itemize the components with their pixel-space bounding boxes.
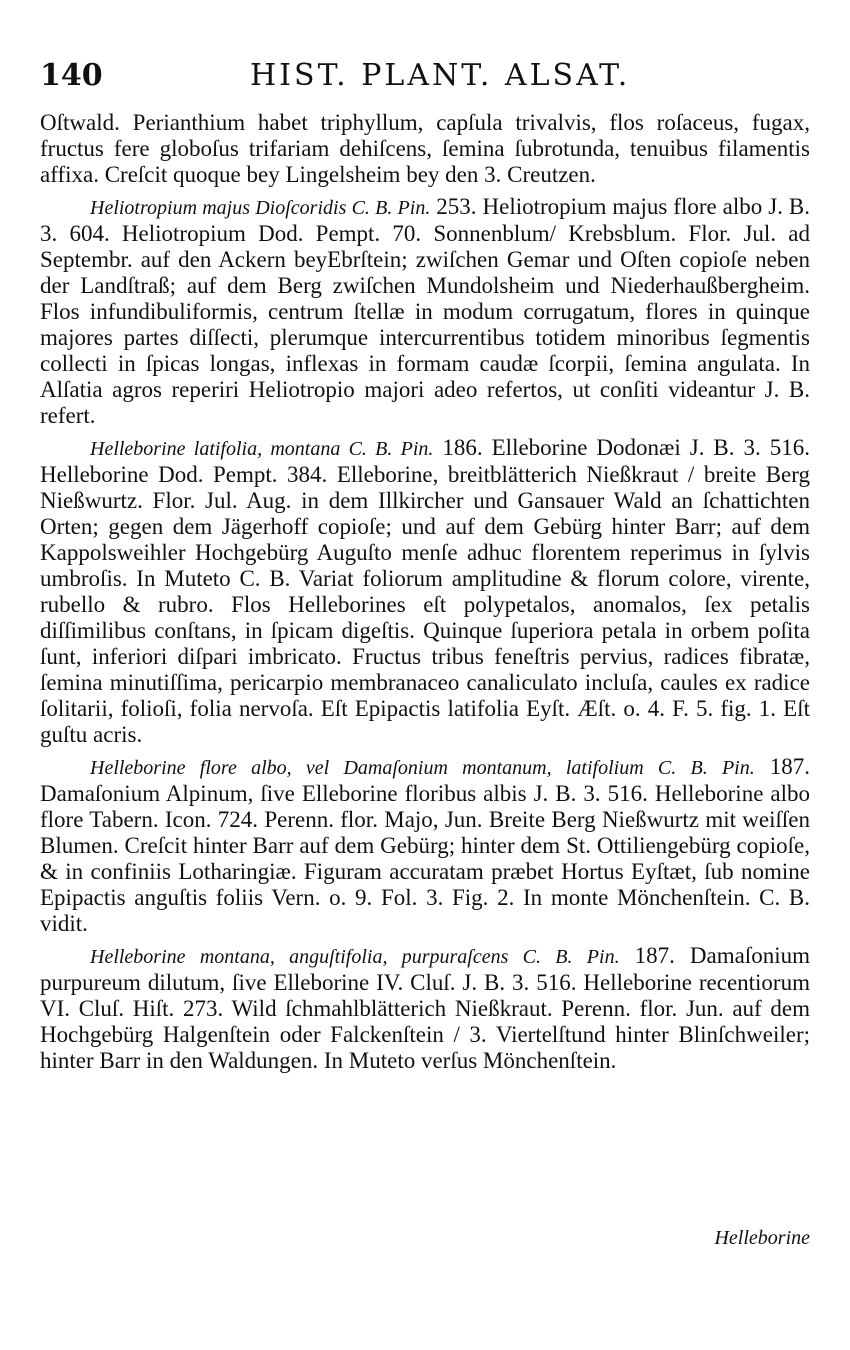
paragraph-continuation (40, 110, 810, 188)
paragraph-heliotropium (40, 194, 810, 429)
paragraph-text: 186. Elleborine Dodonæi J. B. 3. 516. Helleborine Dod. Pempt. 384. Elleborine, breitblätterich Nießkraut / breite Berg Nießwurtz. Flor. Jul. Aug. in dem Illkircher und Gansauer Wald an ſchattichten Orten; gegen dem Jägerhoff copioſe; und auf dem Gebürg hinter Barr; auf dem Kappolsweihler Hochgebürg Auguſto menſe adhuc florentem reperimus in ſylvis umbroſis. In Muteto C. B. Variat foliorum amplitudine & florum colore, virente, rubello & rubro. Flos Helleborines eſt polypetalos, anomalos, ſex petalis diſſimilibus conſtans, in ſpicam digeſtis. Quinque ſuperiora petala in orbem poſita ſunt, inferiori diſpari imbricato. Fructus tribus feneſtris pervius, radices fibratæ, ſemina minutiſſima, pericarpio membranaceo canaliculato incluſa, caules ex radice ſolitarii, folioſi, folia nervoſa. Eſt Epipactis latifolia Eyſt. Æſt. o. 4. F. 5. fig. 1. Eſt guſtu acris. (40, 435, 810, 747)
paragraph-helleborine-montana (40, 943, 810, 1074)
body-text (40, 110, 810, 1074)
catchword: Helleborine (714, 1227, 810, 1249)
synonym-heading: Helleborine flore albo, vel Damaſonium montanum, latifolium C. B. Pin. (90, 757, 755, 779)
paragraph-helleborine-flore-albo (40, 754, 810, 937)
paragraph-text: Oſtwald. Perianthium habet triphyllum, capſula trivalvis, flos roſaceus, fugax, fructus fere globoſus trifariam dehiſcens, ſemina ſubrotunda, tenuibus filamentis affixa. Creſcit quoque bey Lingelsheim bey den 3. Creutzen. (40, 110, 810, 187)
paragraph-text: 187. Damaſonium Alpinum, ſive Elleborine floribus albis J. B. 3. 516. Helleborine albo flore Tabern. Icon. 724. Perenn. flor. Majo, Jun. Breite Berg Nießwurtz mit weiſſen Blumen. Creſcit hinter Barr auf dem Gebürg; hinter dem St. Ottiliengebürg copioſe, & in confiniis Lotharingiæ. Figuram accuratam præbet Hortus Eyſtæt, ſub nomine Epipactis anguſtis foliis Vern. o. 9. Fol. 3. Fig. 2. In monte Mönchenſtein. C. B. vidit. (40, 754, 810, 936)
paragraph-text: 253. Heliotropium majus flore albo J. B. 3. 604. Heliotropium Dod. Pempt. 70. Sonnenblum/ Krebsblum. Flor. Jul. ad Septembr. auf den Ackern beyEbrſtein; zwiſchen Gemar und Oſten copioſe neben der Landſtraß; auf dem Berg zwiſchen Mundolsheim und Niederhaußbergheim. Flos infundibuliformis, centrum ſtellæ in modum corrugatum, flores in quinque majores partes diſſecti, plerumque intercurrentibus totidem minoribus ſegmentis collecti in ſpicas longas, inflexas in formam caudæ ſcorpii, ſemina angulata. In Alſatia agros reperiri Heliotropio majori adeo refertos, ut conſiti videantur J. B. refert. (40, 194, 810, 428)
paragraph-text: 187. Damaſonium purpureum dilutum, ſive Elleborine IV. Cluſ. J. B. 3. 516. Helleborine recentiorum VI. Cluſ. Hiſt. 273. Wild ſchmahlblätterich Nießkraut. Perenn. flor. Jun. auf dem Hochgebürg Halgenſtein oder Falckenſtein / 3. Viertelſtund hinter Blinſchweiler; hinter Barr in den Waldungen. In Muteto verſus Mönchenſtein. (40, 943, 811, 1073)
paragraph-helleborine-latifolia (40, 435, 810, 748)
synonym-heading: Helleborine montana, anguſtifolia, purpuraſcens C. B. Pin. (90, 946, 620, 968)
synonym-heading: Heliotropium majus Dioſcoridis C. B. Pin. (90, 197, 431, 219)
page-number: 140 (40, 58, 103, 93)
page-header (40, 50, 810, 93)
running-head: HIST. PLANT. ALSAT. (250, 58, 631, 93)
synonym-heading: Helleborine latifolia, montana C. B. Pin. (90, 438, 434, 460)
